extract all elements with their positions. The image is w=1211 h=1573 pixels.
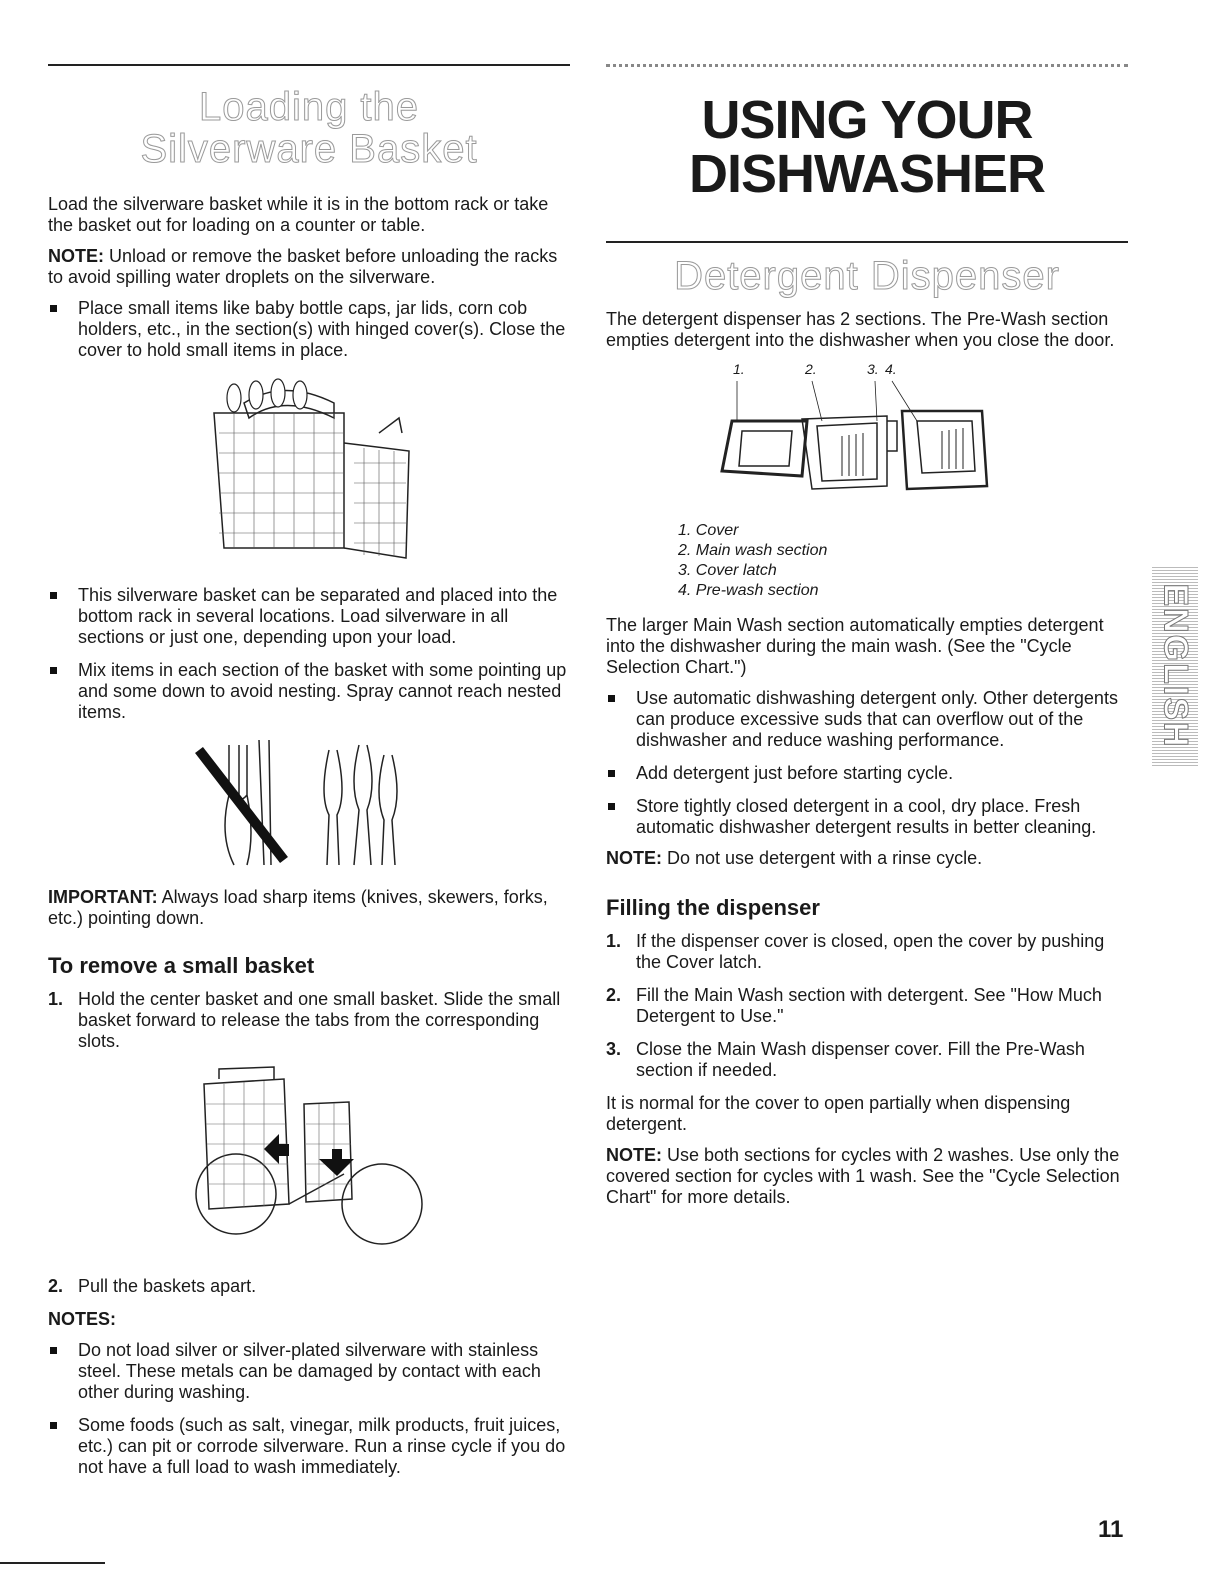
note-text: Use both sections for cycles with 2 washes. Use only the covered section for cycles with 1 wash. See the "Cycle Selection Chart" for more details. bbox=[606, 1145, 1120, 1207]
basket-separation-illustration bbox=[194, 1064, 424, 1264]
bottom-rule bbox=[0, 1562, 105, 1564]
note-text: Do not use detergent with a rinse cycle. bbox=[662, 848, 983, 868]
legend-item: 4. Pre-wash section bbox=[678, 582, 819, 599]
step-item bbox=[48, 989, 570, 1052]
steps-list bbox=[606, 931, 1128, 1081]
step-number: 1. bbox=[606, 931, 622, 951]
step-item bbox=[606, 985, 1128, 1027]
dispenser-figure bbox=[717, 361, 1017, 511]
bullet-item: Use automatic dishwashing detergent only. Other detergents can produce excessive suds that can overflow out of the dishwasher and reduce washing performance. bbox=[606, 688, 1128, 751]
intro-paragraph: The detergent dispenser has 2 sections. The Pre-Wash section empties detergent into the dishwasher when you close the door. bbox=[606, 309, 1115, 350]
section-heading: Detergent Dispenser bbox=[674, 254, 1060, 298]
left-column bbox=[48, 64, 570, 1490]
step-item bbox=[48, 1276, 570, 1297]
step-text: If the dispenser cover is closed, open the cover by pushing the Cover latch. bbox=[636, 931, 1105, 972]
note-label: NOTE: bbox=[48, 246, 104, 266]
subheading: To remove a small basket bbox=[48, 953, 315, 978]
language-side-tab bbox=[1152, 566, 1198, 766]
title-line: USING YOUR bbox=[701, 90, 1033, 150]
subheading: Filling the dispenser bbox=[606, 895, 820, 920]
step-item bbox=[606, 1039, 1128, 1081]
note-label: NOTE: bbox=[606, 848, 662, 868]
step-number: 3. bbox=[606, 1039, 622, 1059]
step-text: Pull the baskets apart. bbox=[78, 1276, 257, 1296]
note-paragraph bbox=[606, 1145, 1128, 1208]
page-number: 11 bbox=[1098, 1516, 1124, 1543]
top-rule bbox=[48, 64, 570, 66]
step-number: 2. bbox=[48, 1276, 64, 1296]
legend-item: 1. Cover bbox=[678, 522, 739, 539]
bullet-list bbox=[606, 688, 1128, 838]
silverware-basket-illustration bbox=[194, 373, 424, 573]
note-item: Some foods (such as salt, vinegar, milk products, fruit juices, etc.) can pit or corrode silverware. Run a rinse cycle if you do not have a full load to wash immediately. bbox=[48, 1415, 570, 1478]
bullet-item: Mix items in each section of the basket with some pointing up and some down to avoid nesting. Spray cannot reach nested items. bbox=[48, 660, 570, 723]
bullet-item: Store tightly closed detergent in a cool, dry place. Fresh automatic dishwasher detergent results in better cleaning. bbox=[606, 796, 1128, 838]
page-title bbox=[606, 90, 1128, 204]
step-text: Close the Main Wash dispenser cover. Fill the Pre-Wash section if needed. bbox=[636, 1039, 1085, 1080]
section-rule bbox=[606, 241, 1128, 243]
heading-line: Silverware Basket bbox=[140, 127, 478, 171]
notes-label: NOTES: bbox=[48, 1309, 117, 1329]
title-line: DISHWASHER bbox=[688, 144, 1046, 204]
heading-line: Loading the bbox=[198, 85, 420, 129]
note-paragraph bbox=[48, 246, 570, 288]
important-label: IMPORTANT: bbox=[48, 887, 158, 907]
bullet-item: This silverware basket can be separated and placed into the bottom rack in several locations. Load silverware in all sections or just one, depending upon your load. bbox=[48, 585, 570, 648]
bullet-item: Add detergent just before starting cycle. bbox=[606, 763, 1128, 784]
steps-list bbox=[48, 989, 570, 1052]
bullet-list bbox=[48, 298, 570, 361]
step-text: Hold the center basket and one small basket. Slide the small basket forward to release the tabs from the corresponding slots. bbox=[78, 989, 561, 1051]
knife-fork-illustration bbox=[189, 735, 429, 875]
section-heading bbox=[48, 86, 570, 170]
callout-label: 4. bbox=[885, 361, 897, 377]
side-tab-label: ENGLISH bbox=[1156, 583, 1195, 749]
note-text: Unload or remove the basket before unloading the racks to avoid spilling water droplets on the silverware. bbox=[48, 246, 558, 287]
figure-legend bbox=[606, 521, 1128, 601]
note-label: NOTE: bbox=[606, 1145, 662, 1165]
step-text: Fill the Main Wash section with detergent. See "How Much Detergent to Use." bbox=[636, 985, 1102, 1026]
step-number: 2. bbox=[606, 985, 622, 1005]
note-item: Do not load silver or silver-plated silverware with stainless steel. These metals can be damaged by contact with each other during washing. bbox=[48, 1340, 570, 1403]
callout-label: 3. bbox=[867, 361, 879, 377]
legend-item: 2. Main wash section bbox=[678, 542, 828, 559]
right-column bbox=[606, 64, 1128, 1218]
normal-paragraph: It is normal for the cover to open partially when dispensing detergent. bbox=[606, 1093, 1071, 1134]
dispenser-illustration bbox=[717, 361, 1017, 511]
callout-label: 2. bbox=[805, 361, 817, 377]
legend-item: 3. Cover latch bbox=[678, 562, 777, 579]
top-rule-dotted bbox=[606, 64, 1128, 67]
step-item bbox=[606, 931, 1128, 973]
steps-list bbox=[48, 1276, 570, 1297]
important-paragraph bbox=[48, 887, 570, 929]
bullet-item: Place small items like baby bottle caps, jar lids, corn cob holders, etc., in the section(s) with hinged cover(s). Close the cover to hold small items in place. bbox=[48, 298, 570, 361]
note-paragraph bbox=[606, 848, 1128, 869]
step-number: 1. bbox=[48, 989, 64, 1009]
bullet-list bbox=[48, 585, 570, 723]
intro-paragraph: Load the silverware basket while it is in the bottom rack or take the basket out for loading on a counter or table. bbox=[48, 194, 549, 235]
important-text: Always load sharp items (knives, skewers, forks, etc.) pointing down. bbox=[48, 887, 548, 928]
notes-list bbox=[48, 1340, 570, 1478]
callout-label: 1. bbox=[733, 361, 745, 377]
main-wash-paragraph: The larger Main Wash section automatically empties detergent into the dishwasher during the main wash. (See the "Cycle Selection Chart.") bbox=[606, 615, 1104, 677]
